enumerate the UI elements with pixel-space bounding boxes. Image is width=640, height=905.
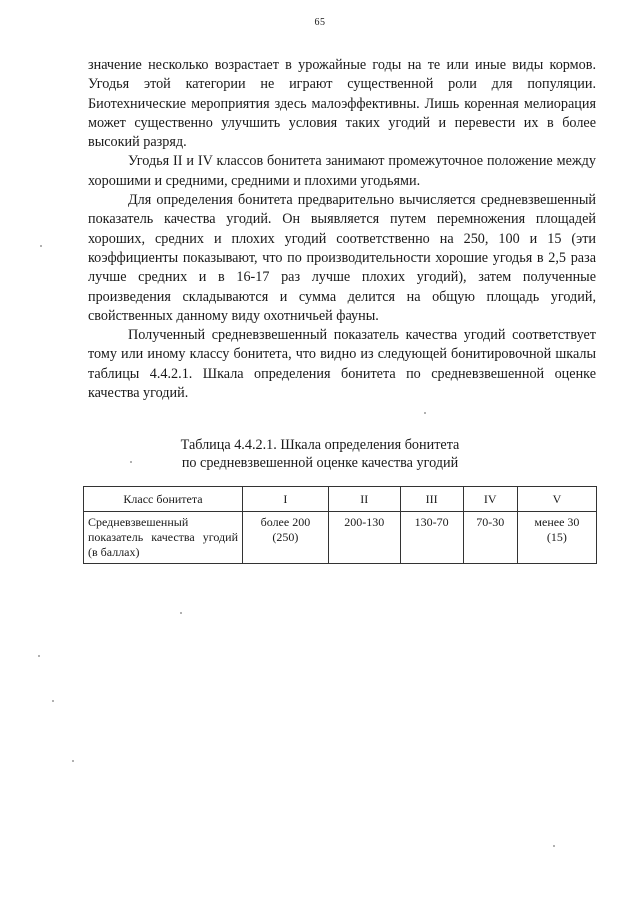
value-cell-class-4 [463,512,517,564]
body-text [88,56,596,403]
header-class-4: IV [463,487,517,512]
scan-speck [553,845,555,847]
scan-speck [52,700,54,702]
table-caption-line-1: Таблица 4.4.2.1. Шкала определения бонитета [180,437,460,453]
scan-speck [72,760,74,762]
scan-speck [424,412,426,414]
table-caption [0,436,640,472]
header-class-5: V [517,487,596,512]
header-class-3: III [400,487,463,512]
table-value-row [84,512,597,564]
value-sub: (250) [272,530,299,544]
page-number: 65 [314,17,326,28]
table-header-row [84,487,597,512]
paragraph-intermediate-classes: Угодья II и IV классов бонитета занимают промежуточное положение между хорошими и средними, средними и плохими угодьями. [88,153,596,189]
header-class-1: I [243,487,329,512]
scan-speck [130,461,132,463]
value-main: 70-30 [476,515,505,529]
paragraph-bonitet-method: Для определения бонитета предварительно вычисляется средневзвешенный показатель качества угодий. Он выявляется путем перемножения площадей хороших, средних и плохих угодий соответственно на 250, 100 и 15 (эти коэффициенты показывают, что по производительности хорошие угодья в 2,5 раза лучше средних и в 16-17 раз лучше плохих угодий), затем полученные произведения складываются и сумма делится на общую площадь угодий, свойственных данному виду охотничьей фауны. [88,192,596,324]
value-cell-class-1 [243,512,329,564]
paragraph-scale-intro: Полученный средневзвешенный показатель качества угодий соответствует тому или иному классу бонитета, что видно из следующей бонитировочной шкалы таблицы 4.4.2.1. Шкала определения бонитета по средневзвешенной оценке качества угодий. [88,327,596,402]
scan-speck [180,612,182,614]
value-main: менее 30 [534,515,580,529]
scan-speck [38,655,40,657]
table-caption-line-2: по средневзвешенной оценке качества угодий [181,455,459,471]
value-main: 130-70 [414,515,449,529]
bonitet-scale-table [83,486,597,564]
value-main: более 200 [260,515,311,529]
scan-speck [40,245,42,247]
value-cell-class-3 [400,512,463,564]
value-cell-class-2 [328,512,400,564]
value-cell-class-5 [517,512,596,564]
header-class-label: Класс бонитета [84,487,243,512]
value-sub: (15) [546,530,567,544]
row-label: Средневзвешенный показатель качества угодий (в баллах) [88,515,238,559]
header-class-2: II [328,487,400,512]
paragraph-continuation: значение несколько возрастает в урожайные годы на те или иные виды кормов. Угодья этой категории не играют существенной роли для популяции. Биотехнические мероприятия здесь малоэффективны. Лишь коренная мелиорация может существенно улучшить условия таких угодий и перевести их в более высокий разряд. [88,57,596,151]
value-main: 200-130 [344,515,385,529]
row-label-cell [84,512,243,564]
